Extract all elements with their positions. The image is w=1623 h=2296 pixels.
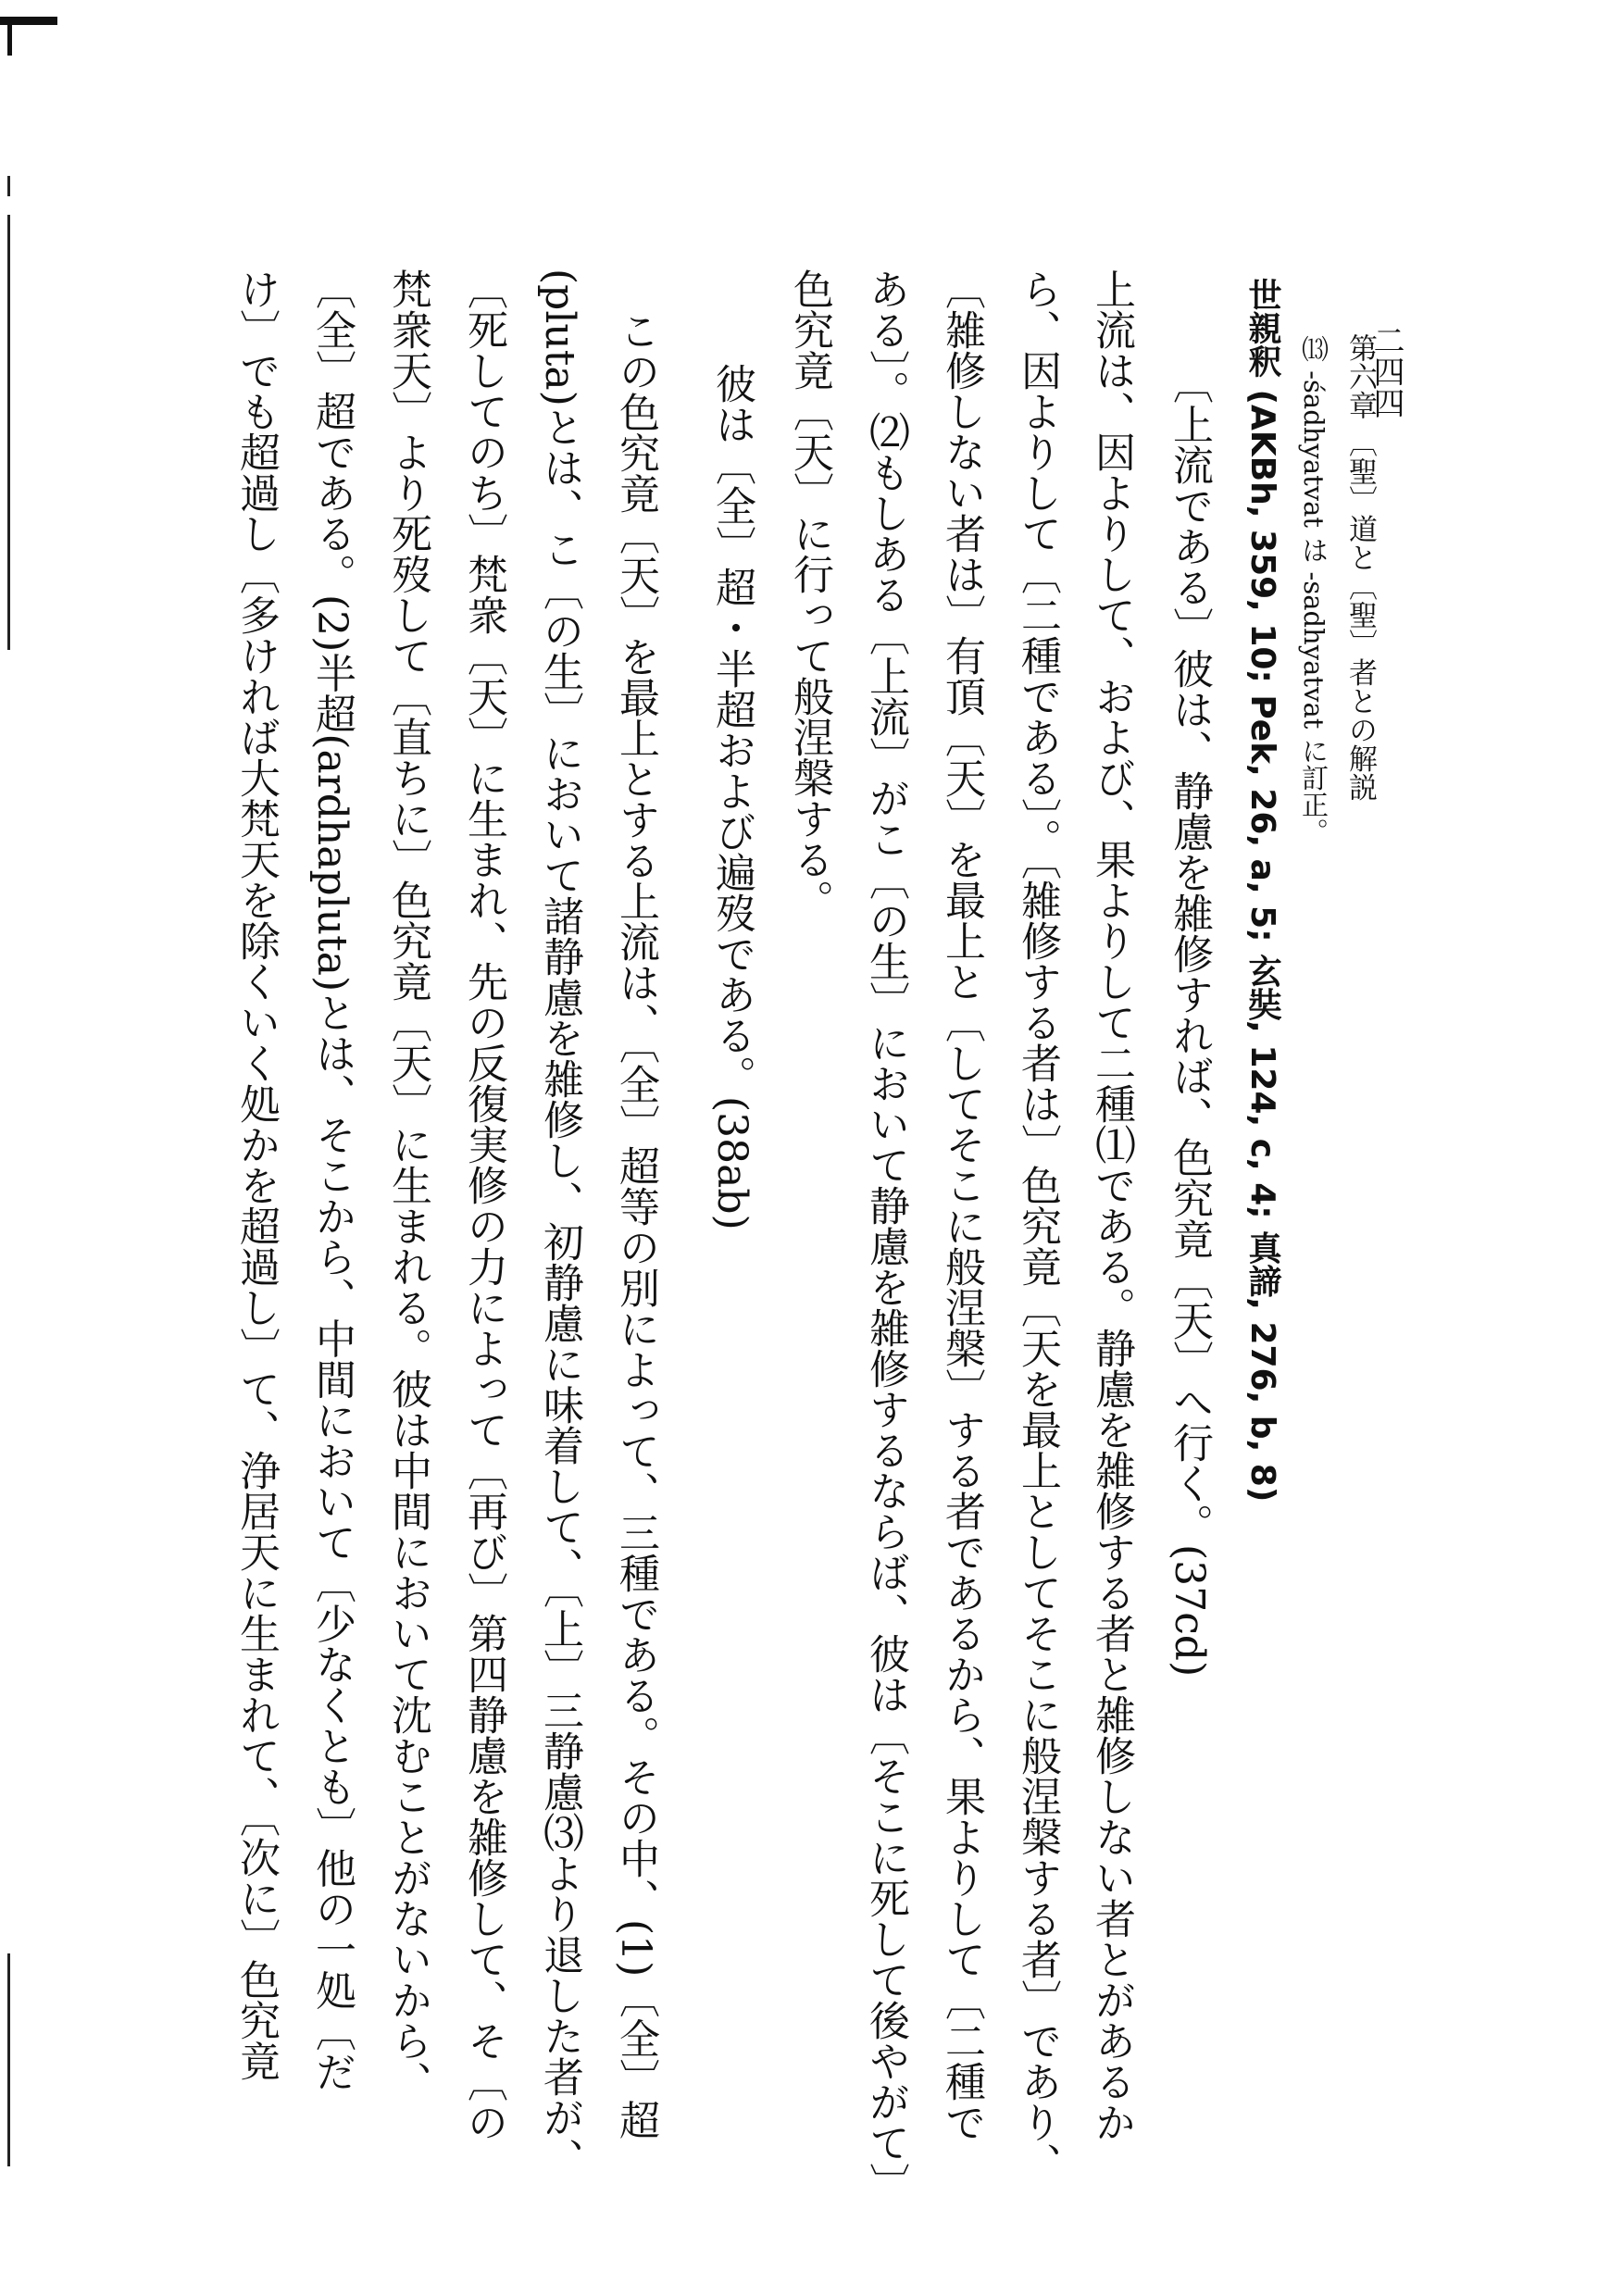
verse-38ab: 彼は〔全〕超・半超および遍歿である。(38ab) bbox=[708, 363, 755, 1230]
footnote-13: ⒀ -śadhyatvat は -sadhyatvat に訂正。 bbox=[1298, 335, 1330, 845]
scan-edge-line bbox=[7, 1953, 10, 2166]
body-column: 上流は、因よりして、および、果よりして二種⑴である。静慮を雑修する者と雑修しない者とがあるか bbox=[1088, 268, 1135, 2142]
verse-37cd: 〔上流である〕彼は、静慮を雑修すれば、色究竟〔天〕へ行く。(37cd) bbox=[1166, 363, 1213, 1678]
body-column: (pluta)とは、こ〔の生〕において諸静慮を雑修し、初静慮に味着して、〔上〕三静慮⑶より退した者が、 bbox=[536, 268, 583, 2178]
body-column: 梵衆天〕より死歿して〔直ちに〕色究竟〔天〕に生まれる。彼は中間において沈むことがないから、 bbox=[384, 268, 431, 2102]
body-column: け〕でも超過し〔多ければ大梵天を除くいく処かを超過し〕て、浄居天に生まれて、〔次に〕色究竟 bbox=[232, 268, 280, 2081]
commentary-source-heading: 世親釈 (AKBh, 359, 10; Pek, 26, a, 5; 玄奘, 124, c, 4; 真諦, 276, b, 8) bbox=[1243, 278, 1281, 1503]
page-number: 二四四 bbox=[1367, 324, 1405, 418]
body-column: ある〕。⑵もしある〔上流〕がこ〔の生〕において静慮を雑修するならば、彼は〔そこに死して後やがて〕 bbox=[862, 268, 909, 2203]
body-column: 〔死してのち〕梵衆〔天〕に生まれ、先の反復実修の力によって〔再び〕第四静慮を雑修して、そ〔の bbox=[460, 268, 507, 2142]
scan-edge-line bbox=[7, 215, 10, 650]
body-column: 〔雑修しない者は〕有頂〔天〕を最上と〔してそこに般涅槃〕する者であるから、果よりして〔二種で bbox=[938, 268, 985, 2142]
running-header: 第六章 〔聖〕道と〔聖〕者との解説 bbox=[1343, 333, 1377, 802]
body-column: ら、因よりして〔二種である〕。〔雑修する者は〕色究竟〔天を最上としてそこに般涅槃する者〕であり、 bbox=[1014, 268, 1061, 2183]
body-column: 〔全〕超である。(2)半超(ardhapluta)とは、そこから、中間において〔少なくとも〕他の一処〔だ bbox=[308, 268, 356, 2092]
scan-edge-line bbox=[7, 176, 10, 196]
body-column: 色究竟〔天〕に行って般涅槃する。 bbox=[786, 268, 833, 920]
scan-corner-mark-stem bbox=[7, 19, 12, 56]
body-column: この色究竟〔天〕を最上とする上流は、〔全〕超等の別によって、三種である。その中、(1)〔全〕超 bbox=[612, 310, 659, 2140]
